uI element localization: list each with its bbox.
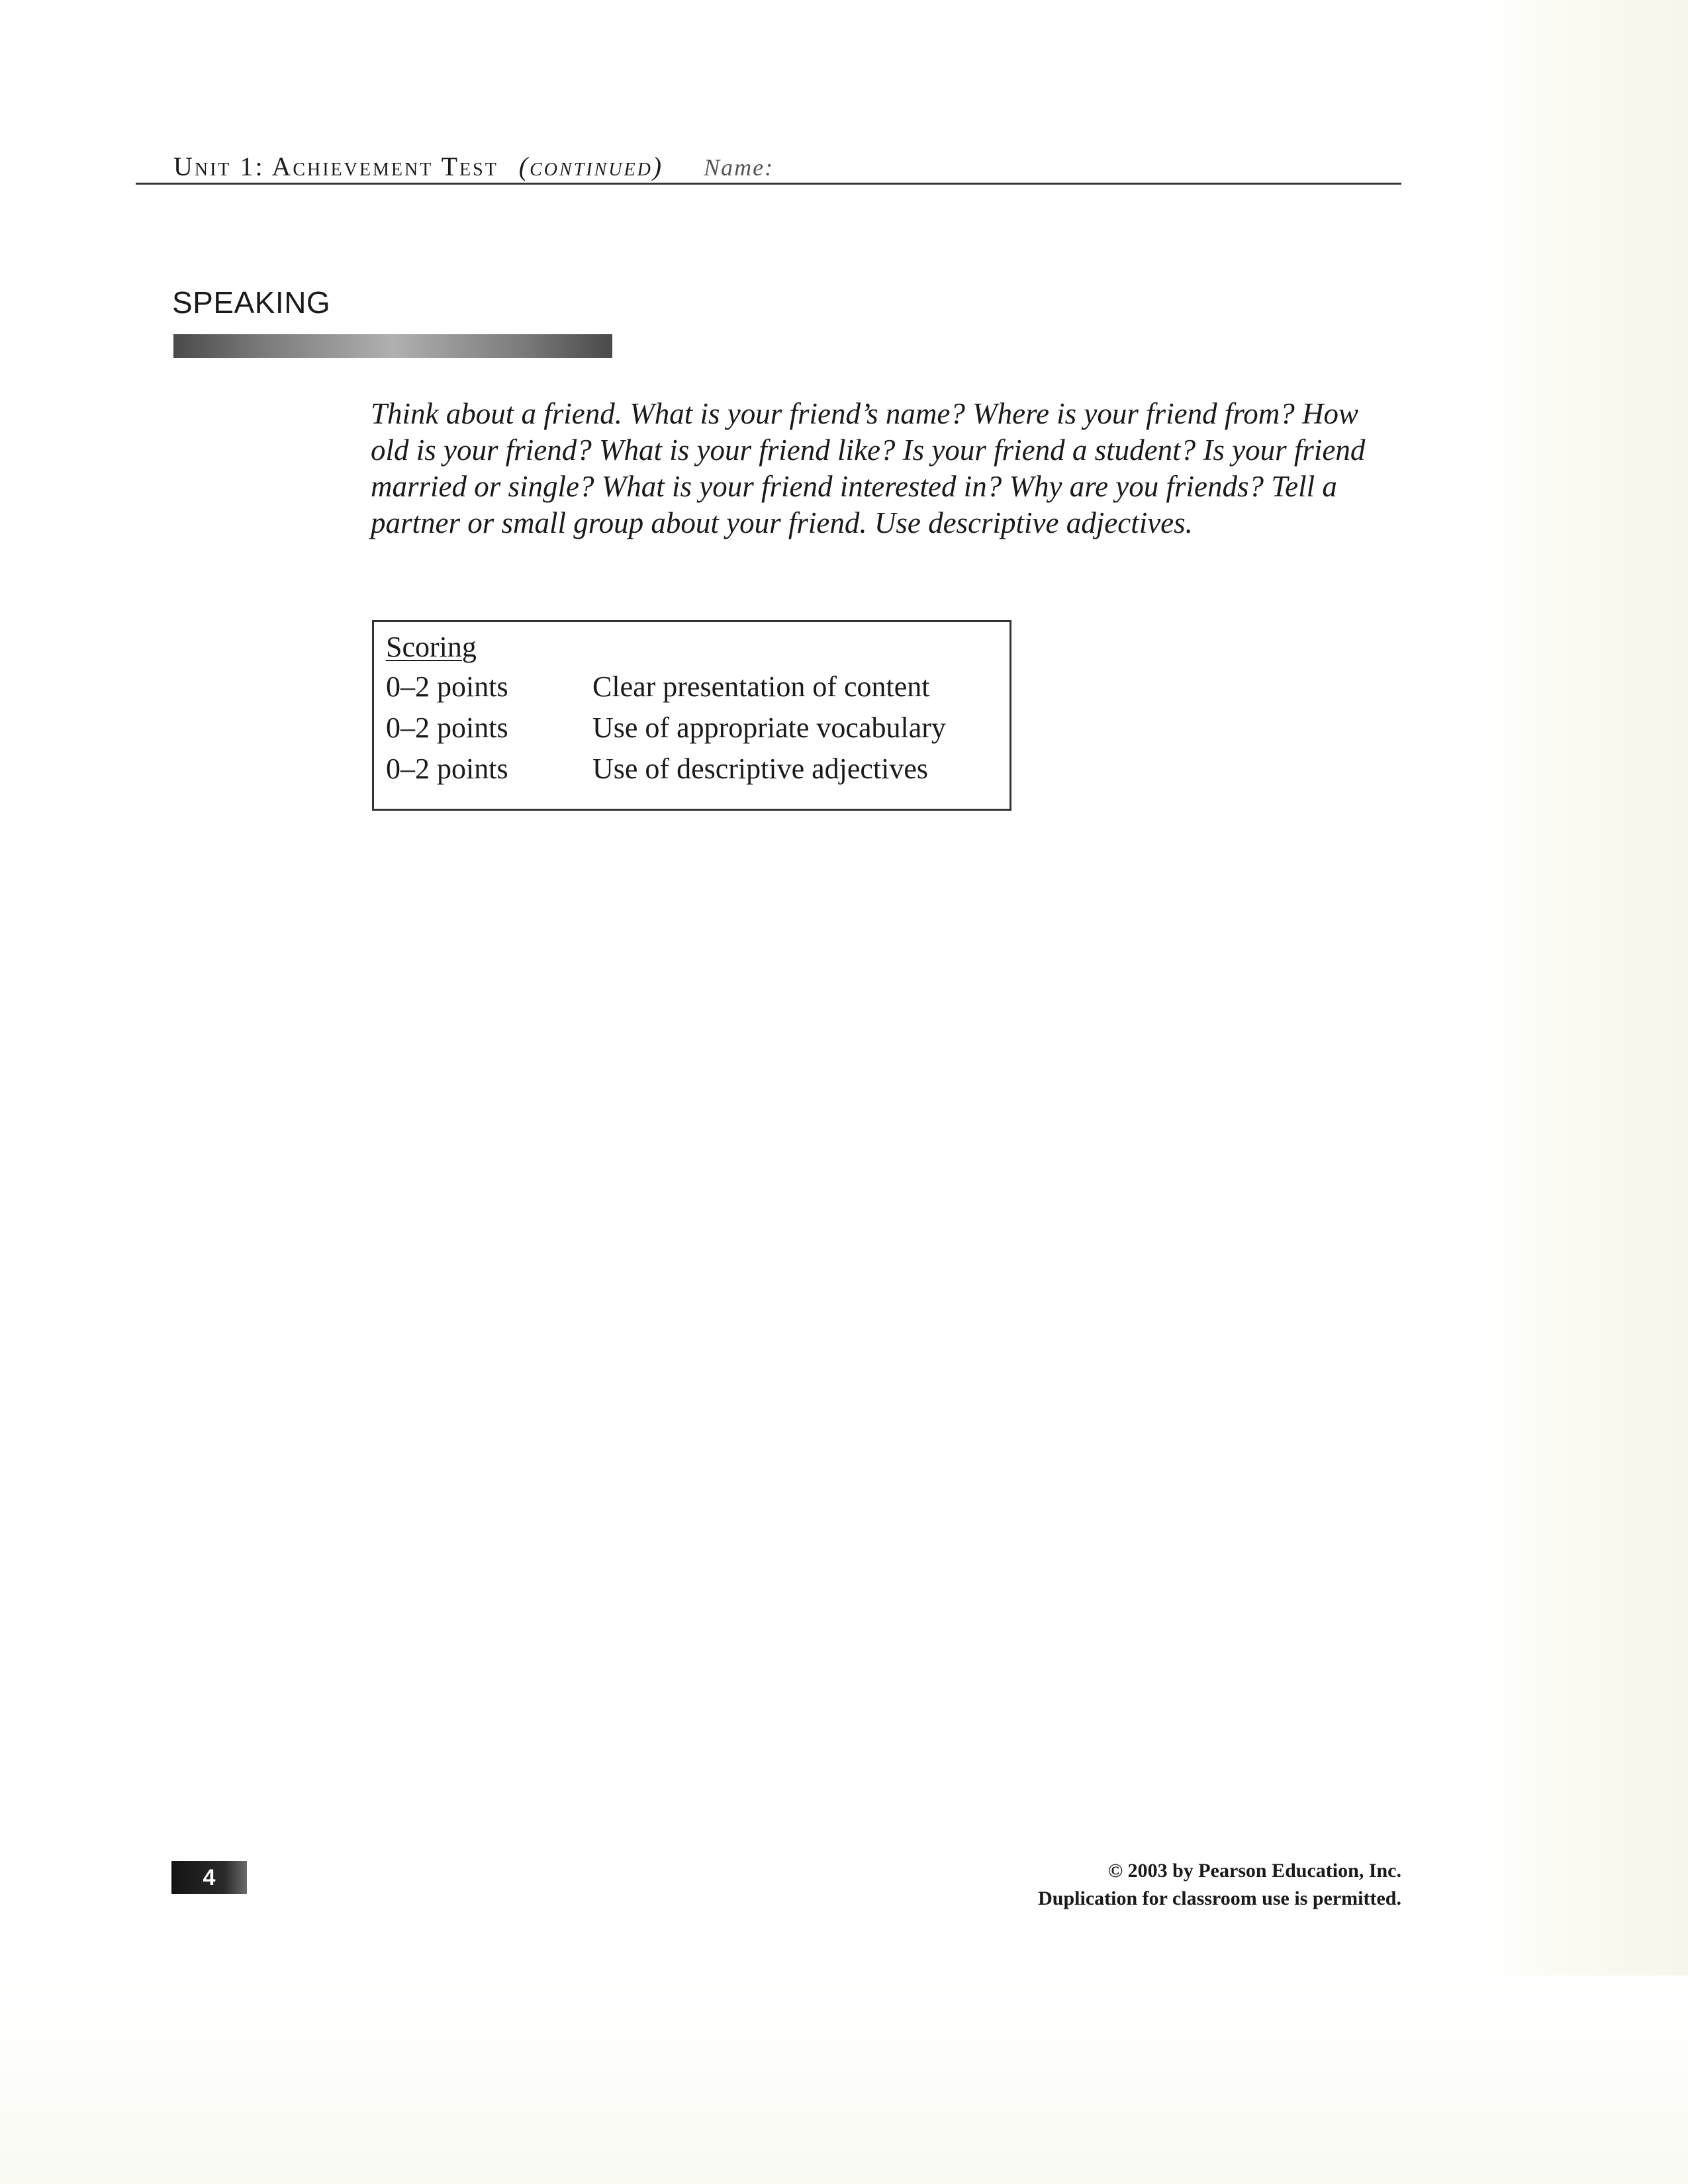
scoring-row <box>386 670 1002 709</box>
section-title-bar <box>173 334 612 358</box>
header-rule <box>136 183 1401 185</box>
name-field-label: Name: <box>704 154 774 181</box>
scoring-points: 0–2 points <box>386 711 508 744</box>
section-title: SPEAKING <box>172 285 331 320</box>
scoring-row <box>386 711 1002 751</box>
scoring-criterion: Use of appropriate vocabulary <box>592 711 946 744</box>
speaking-prompt: Think about a friend. What is your friend’s name? Where is your friend from? How old is your friend? What is your friend like? Is your friend a student? Is your friend married or single? What is your friend interested in? Why are you friends? Tell a partner or small group about your friend. Use descriptive adjectives. <box>371 397 1366 539</box>
copyright-line: © 2003 by Pearson Education, Inc. <box>1107 1860 1401 1882</box>
scoring-criterion: Clear presentation of content <box>592 670 930 703</box>
scoring-points: 0–2 points <box>386 752 508 785</box>
scan-edge-shadow <box>1473 0 1688 2184</box>
unit-title: Unit 1: Achievement Test <box>173 152 498 181</box>
page-number: 4 <box>171 1861 247 1894</box>
scoring-criterion: Use of descriptive adjectives <box>592 752 929 785</box>
scoring-title: Scoring <box>386 631 477 663</box>
scoring-box <box>372 620 1011 811</box>
scoring-row <box>386 752 1002 792</box>
scoring-points: 0–2 points <box>386 670 508 703</box>
copyright-notice <box>861 1857 1401 1913</box>
running-header <box>173 151 1398 184</box>
continued-label: (continued) <box>518 152 664 181</box>
duplication-line: Duplication for classroom use is permitted. <box>1038 1888 1401 1909</box>
scan-bottom-shadow <box>0 1976 1688 2184</box>
